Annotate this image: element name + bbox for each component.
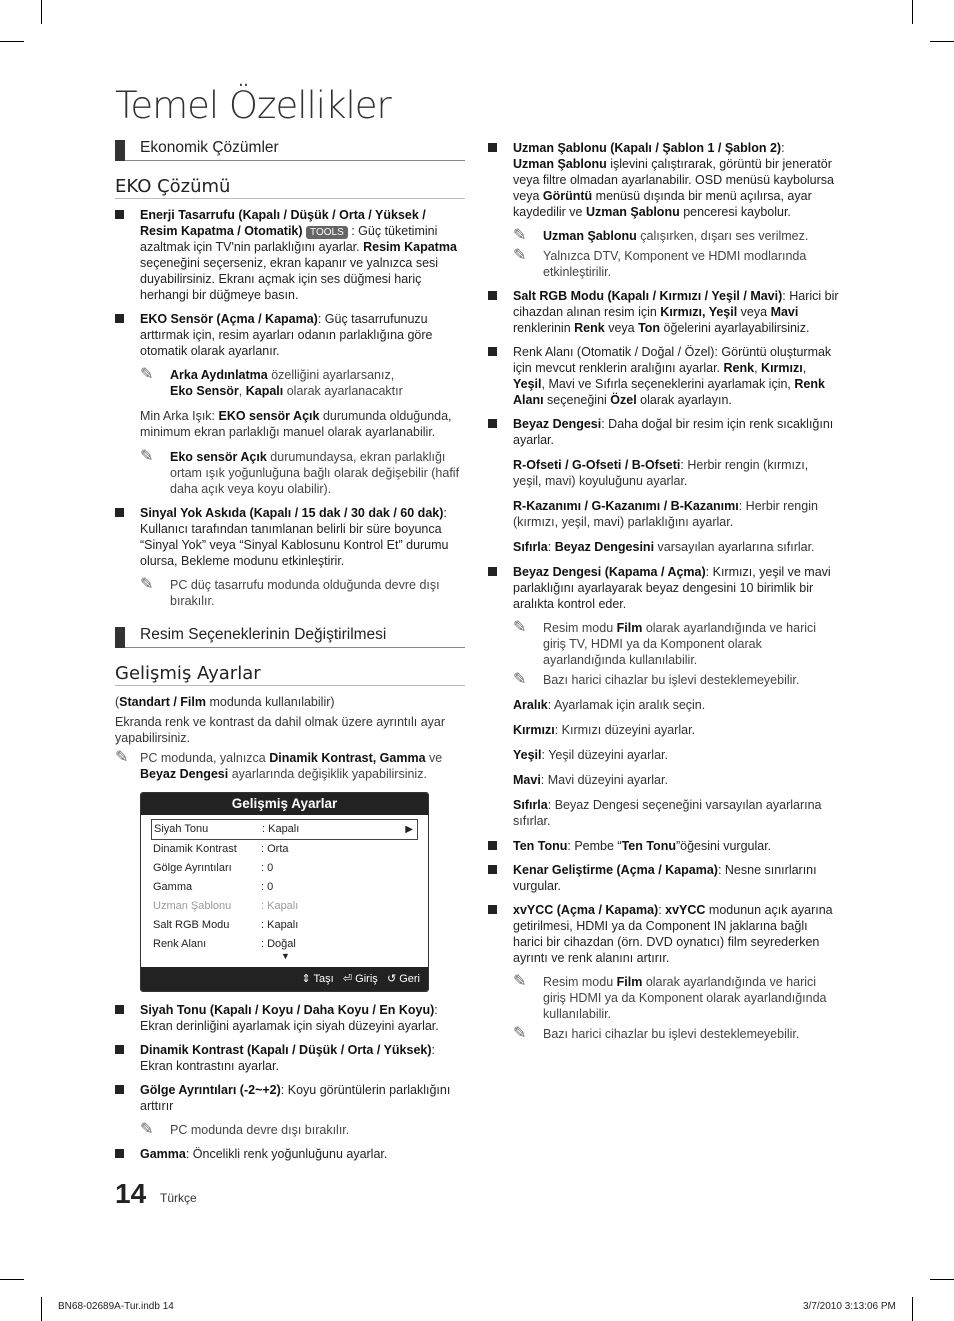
list-item-white-balance <box>488 416 840 448</box>
para-text: : Ayarlamak için aralık seçin. <box>547 698 706 712</box>
bullet-square-icon <box>115 1045 124 1054</box>
note <box>140 367 465 399</box>
note-text: Resim modu <box>543 621 617 635</box>
menu-row-shadow-detail[interactable] <box>151 859 418 878</box>
item-text: seçeneğini <box>543 393 611 407</box>
bullet-square-icon <box>488 347 497 356</box>
return-icon: ↺ <box>386 973 397 985</box>
bullet-square-icon <box>488 865 497 874</box>
menu-title: Gelişmiş Ayarlar <box>141 793 428 815</box>
list-item-no-signal <box>115 505 465 569</box>
note-pencil-icon: ✎ <box>140 448 154 465</box>
note-bold: Beyaz Dengesi <box>140 767 229 781</box>
para-green <box>513 747 840 763</box>
item-title: Beyaz Dengesi <box>513 417 602 431</box>
bullet-square-icon <box>115 1149 124 1158</box>
note-text: Bazı harici cihazlar bu işlevi desteklemeyebilir. <box>543 673 800 687</box>
item-text: : Görüntü oluşturmak için mevcut renklerin aralığını ayarlar. <box>513 345 832 375</box>
note-text: PC modunda devre dışı bırakılır. <box>170 1123 350 1137</box>
menu-label: Dinamik Kontrast <box>153 843 237 855</box>
min-backlight-paragraph <box>140 408 465 440</box>
note-bold: Kapalı <box>245 384 284 398</box>
item-title: EKO Sensör (Açma / Kapama) <box>140 312 318 326</box>
item-bold: Ton <box>638 321 661 335</box>
para-gain <box>513 498 840 530</box>
item-title: Ten Tonu <box>513 839 568 853</box>
list-item-black-tone <box>115 1002 465 1034</box>
item-text: penceresi kaybolur. <box>679 205 791 219</box>
list-item-white-balance-toggle <box>488 564 840 612</box>
advanced-settings-menu <box>140 792 429 992</box>
menu-value: : Doğal <box>261 938 296 950</box>
list-item-shadow-detail <box>115 1082 465 1114</box>
crop-mark <box>930 41 954 42</box>
item-bold: Özel <box>610 393 637 407</box>
item-title: Dinamik Kontrast (Kapalı / Düşük / Orta / Yüksek) <box>140 1043 432 1057</box>
bullet-square-icon <box>488 419 497 428</box>
menu-label: Uzman Şablonu <box>153 900 232 912</box>
list-item-gamma <box>115 1146 465 1162</box>
para-bold: Beyaz Dengesini <box>554 540 655 554</box>
para-label: Min Arka Işık <box>140 409 212 423</box>
crop-mark <box>912 1297 913 1321</box>
para-bold: R-Kazanımı / G-Kazanımı / B-Kazanımı <box>513 499 739 513</box>
item-text: : Nesne sınırlarını vurgular. <box>513 863 817 893</box>
crop-mark <box>930 1279 954 1280</box>
note-pencil-icon: ✎ <box>513 671 527 688</box>
item-title: Sinyal Yok Askıda (Kapalı / 15 dak / 30 dak / 60 dak) <box>140 506 444 520</box>
crop-mark <box>41 0 42 24</box>
crop-mark <box>41 1297 42 1321</box>
note-pencil-icon: ✎ <box>140 576 154 593</box>
text: ( <box>115 695 120 709</box>
item-text: : Koyu görüntülerin parlaklığını arttırır <box>140 1083 451 1113</box>
item-text: , Mavi ve Sıfırla seçeneklerini ayarlamak için, <box>541 377 795 391</box>
item-text: seçeneğini seçerseniz, ekran kapanır ve yalnızca sesi duyabilirsiniz. Ekranı açmak için ses düğmesi hariç herhangi bir düğmeye basın. <box>140 256 439 302</box>
para-text: : Mavi düzeyini ayarlar. <box>540 773 668 787</box>
intro-text: Ekranda renk ve kontrast da dahil olmak üzere ayrıntılı ayar yapabilirsiniz. <box>115 715 446 745</box>
bullet-square-icon <box>488 567 497 576</box>
item-title: Kenar Geliştirme (Açma / Kapama) <box>513 863 718 877</box>
list-item-xvycc <box>488 902 840 966</box>
item-bold: Mavi <box>770 305 799 319</box>
item-text: : Harici bir cihazdan alınan resim için <box>513 289 839 319</box>
language-label: Türkçe <box>160 1191 197 1205</box>
move-icon: ⇕ <box>301 973 311 985</box>
note-text: PC düç tasarrufu modunda olduğunda devre dışı bırakılır. <box>170 578 440 608</box>
list-item-expert-pattern <box>488 140 840 220</box>
item-text: : Öncelikli renk yoğunluğunu ayarlar. <box>185 1147 388 1161</box>
advanced-settings-heading: Gelişmiş Ayarlar <box>115 666 465 686</box>
item-text: : Güç tüketimini azaltmak için TV'nin parlaklığını ayarlar. <box>140 224 438 254</box>
para-text: : Yeşil düzeyini ayarlar. <box>541 748 668 762</box>
item-bold: xvYCC <box>665 903 706 917</box>
note-bold: Dinamik Kontrast, Gamma <box>269 751 426 765</box>
item-text: : Ekran derinliğini ayarlamak için siyah düzeyini ayarlar. <box>140 1003 439 1033</box>
item-bold: Ten Tonu <box>621 839 676 853</box>
note-text: özelliğini ayarlarsanız, <box>267 368 395 382</box>
bullet-square-icon <box>115 1085 124 1094</box>
item-text: , <box>754 361 762 375</box>
note-bold: Eko sensör Açık <box>170 450 267 464</box>
menu-label: Salt RGB Modu <box>153 919 230 931</box>
note <box>115 750 465 782</box>
item-text: renklerinin <box>513 321 575 335</box>
para-bold: R-Ofseti / G-Ofseti / B-Ofseti <box>513 458 681 472</box>
note-bold: Film <box>616 975 643 989</box>
file-info: BN68-02689A-Tur.indb 14 <box>58 1301 174 1312</box>
para-offset <box>513 457 840 489</box>
note <box>513 1026 840 1042</box>
note <box>513 228 840 244</box>
item-text: : Kullanıcı tarafından tanımlanan belirli bir süre boyunca “Sinyal Yok” veya “Sinyal Kablosunu Kontrol Et” durumu olursa, Bekleme modunu etkinleştirir. <box>140 506 449 568</box>
note-text: ve <box>425 751 443 765</box>
note-bold: Arka Aydınlatma <box>170 368 268 382</box>
note-pencil-icon: ✎ <box>513 1025 527 1042</box>
left-column <box>115 138 465 1170</box>
note-text: olarak ayarlandığında ve harici giriş TV, HDMI ya da Komponent olarak ayarlandığında kullanılabilir. <box>543 621 817 667</box>
item-text: : Daha doğal bir resim için renk sıcaklığını ayarlar. <box>513 417 834 447</box>
item-bold: Uzman Şablonu <box>585 205 680 219</box>
item-bold: Kırmızı <box>761 361 803 375</box>
page-number: 14 <box>115 1178 147 1209</box>
note-text: Bazı harici cihazlar bu işlevi desteklemeyebilir. <box>543 1027 800 1041</box>
section-heading-picture: Resim Seçeneklerinin Değiştirilmesi <box>115 625 465 648</box>
note-pencil-icon: ✎ <box>513 973 527 990</box>
nav-move: Taşı <box>313 973 334 985</box>
item-text: : Güç tasarrufunuzu arttırmak için, resim ayarları odanın parlaklığına göre otomatik olarak ayarlanır. <box>140 312 433 358</box>
tools-icon: TOOLS <box>306 226 348 239</box>
item-text: : Ekran kontrastını ayarlar. <box>140 1043 436 1073</box>
note-text: olarak ayarlanacaktır <box>283 384 403 398</box>
item-bold: Resim Kapatma <box>363 240 457 254</box>
bullet-square-icon <box>488 291 497 300</box>
mode-availability <box>115 694 465 710</box>
page-title: Temel Özellikler <box>115 84 391 127</box>
note-pencil-icon: ✎ <box>140 1121 154 1138</box>
para-range <box>513 697 840 713</box>
menu-value: : Orta <box>261 843 289 855</box>
item-text: veya <box>737 305 771 319</box>
item-text: : Pembe “ <box>567 839 622 853</box>
nav-back: Geri <box>399 973 420 985</box>
item-bold: Renk <box>723 361 755 375</box>
item-text: modunun açık ayarına getirilmesi, HDMI ya da Component IN jaklarına bağlı harici bir cihazdan (örn. DVD oynatıcı) film seyrederken ayrıntı ve renk alanını artırır. <box>513 903 833 965</box>
note-pencil-icon: ✎ <box>513 619 527 636</box>
para-red <box>513 722 840 738</box>
note-bold: Film <box>616 621 643 635</box>
note <box>513 248 840 280</box>
item-text: , <box>802 361 807 375</box>
menu-value: : Kapalı <box>261 919 299 931</box>
menu-label: Siyah Tonu <box>154 823 209 835</box>
menu-label: Renk Alanı <box>153 938 207 950</box>
bullet-square-icon <box>115 314 124 323</box>
item-title: Siyah Tonu (Kapalı / Koyu / Daha Koyu / En Koyu) <box>140 1003 435 1017</box>
bullet-square-icon <box>488 143 497 152</box>
note-pencil-icon: ✎ <box>115 749 129 766</box>
bullet-square-icon <box>488 841 497 850</box>
list-item-rgb-only <box>488 288 840 336</box>
note-text: ayarlarında değişiklik yapabilirsiniz. <box>228 767 427 781</box>
menu-label: Gamma <box>153 881 193 893</box>
menu-row-rgb-only[interactable] <box>151 916 418 935</box>
bullet-square-icon <box>115 210 124 219</box>
note-pencil-icon: ✎ <box>513 247 527 264</box>
para-bold: Yeşil <box>513 748 542 762</box>
bullet-square-icon <box>488 905 497 914</box>
note <box>513 672 840 688</box>
item-bold: Yeşil <box>513 377 542 391</box>
para-bold: Sıfırla <box>513 798 548 812</box>
crop-mark <box>912 0 913 24</box>
menu-value: : Kapalı <box>262 823 300 835</box>
menu-row-dynamic-contrast[interactable] <box>151 840 418 859</box>
menu-nav-bar <box>141 967 428 991</box>
menu-row-black-tone[interactable] <box>151 819 418 840</box>
list-item-dynamic-contrast <box>115 1042 465 1074</box>
list-item-eco-sensor <box>115 311 465 359</box>
item-bold: Uzman Şablonu <box>513 157 607 171</box>
note-text: durumundaysa, ekran parlaklığı ortam ışık yoğunluğuna bağlı olarak değişebilir (hafif daha açık veya koyu olabilir). <box>170 450 460 496</box>
menu-row-expert-pattern <box>151 897 418 916</box>
item-text: : <box>658 903 666 917</box>
enter-icon: ⏎ <box>342 973 353 985</box>
menu-value: : 0 <box>261 862 274 874</box>
item-text: : <box>781 141 785 155</box>
para-blue <box>513 772 840 788</box>
scroll-down-icon[interactable]: ▼ <box>281 951 290 961</box>
crop-mark <box>0 1279 24 1280</box>
para-text: : <box>547 540 555 554</box>
bold: Standart / Film <box>119 695 206 709</box>
item-text: işlevini çalıştırarak, görüntü bir jeneratör veya filtre olmadan ayarlanabilir. OSD menüsü kaybolursa veya <box>513 157 834 203</box>
para-bold: Aralık <box>513 698 548 712</box>
list-item-color-space <box>488 344 840 408</box>
note-pencil-icon: ✎ <box>140 366 154 383</box>
para-text: : Kırmızı düzeyini ayarlar. <box>554 723 696 737</box>
crop-mark <box>0 41 24 42</box>
right-column <box>488 138 840 1046</box>
item-title: Enerji Tasarrufu (Kapalı / Düşük / Orta / Yüksek / Resim Kapatma / Otomatik) <box>140 208 426 238</box>
para-reset <box>513 539 840 555</box>
note-pencil-icon: ✎ <box>513 227 527 244</box>
list-item-skin-tone <box>488 838 840 854</box>
para-reset-wb <box>513 797 840 829</box>
item-text: : Kırmızı, yeşil ve mavi parlaklığını ayarlayarak beyaz dengesini 10 birimlik bir aralıkta kontrol eder. <box>513 565 831 611</box>
print-date: 3/7/2010 3:13:06 PM <box>803 1301 896 1312</box>
item-bold: Renk <box>574 321 605 335</box>
para-bold: Mavi <box>513 773 541 787</box>
list-item-energy-saving <box>115 207 465 303</box>
item-title: Gamma <box>140 1147 186 1161</box>
note-text: PC modunda, yalnızca <box>140 751 270 765</box>
list-item-edge-enhancement <box>488 862 840 894</box>
note-text: olarak ayarlandığında ve harici giriş HDMI ya da Komponent olarak ayarlandığında kullanılabilir. <box>543 975 827 1021</box>
arrow-right-icon: ▶ <box>405 824 413 835</box>
bullet-square-icon <box>115 508 124 517</box>
item-bold: Renk Alanı <box>513 377 825 407</box>
para-bold: Kırmızı <box>513 723 555 737</box>
menu-value: : 0 <box>261 881 274 893</box>
note-bold: Uzman Şablonu <box>543 229 637 243</box>
note <box>140 1122 465 1138</box>
para-text: : Herbir rengin (kırmızı, yeşil, mavi) koyuluğunu ayarlar. <box>513 458 809 488</box>
item-title: Beyaz Dengesi (Kapama / Açma) <box>513 565 706 579</box>
para-bold: Sıfırla <box>513 540 548 554</box>
para-text: : Herbir rengin (kırmızı, yeşil, mavi) parlaklığını ayarlar. <box>513 499 818 529</box>
bullet-square-icon <box>115 1005 124 1014</box>
item-text: ”öğesini vurgular. <box>675 839 772 853</box>
item-title: xvYCC (Açma / Kapama) <box>513 903 659 917</box>
note-bold: Eko Sensör <box>170 384 239 398</box>
item-title: Uzman Şablonu (Kapalı / Şablon 1 / Şablon 2) <box>513 141 782 155</box>
menu-value: : Kapalı <box>261 900 299 912</box>
item-text: olarak ayarlayın. <box>636 393 732 407</box>
item-title: Salt RGB Modu (Kapalı / Kırmızı / Yeşil / Mavi) <box>513 289 783 303</box>
para-text: : <box>211 409 219 423</box>
para-text: varsayılan ayarlarına sıfırlar. <box>654 540 815 554</box>
para-bold: EKO sensör Açık <box>218 409 320 423</box>
item-title: Gölge Ayrıntıları (-2~+2) <box>140 1083 281 1097</box>
note-text: Resim modu <box>543 975 617 989</box>
item-bold: Kırmızı, Yeşil <box>660 305 738 319</box>
item-text: menüsü dışında bir menü açılırsa, ayar kaydedilir ve <box>513 189 812 219</box>
menu-label: Gölge Ayrıntıları <box>153 862 232 874</box>
note-text: Yalnızca DTV, Komponent ve HDMI modlarında etkinleştirilir. <box>543 249 807 279</box>
nav-enter: Giriş <box>355 973 378 985</box>
item-bold: Görüntü <box>542 189 593 203</box>
item-text: öğelerini ayarlayabilirsiniz. <box>660 321 810 335</box>
note <box>140 449 465 497</box>
note <box>513 974 840 1022</box>
para-text: : Beyaz Dengesi seçeneğini varsayılan ayarlarına sıfırlar. <box>513 798 822 828</box>
note <box>513 620 840 668</box>
note <box>140 577 465 609</box>
item-title: Renk Alanı (Otomatik / Doğal / Özel) <box>513 345 715 359</box>
note-text: , <box>238 384 246 398</box>
text: modunda kullanılabilir) <box>206 695 335 709</box>
eko-heading: EKO Çözümü <box>115 179 465 199</box>
item-text: veya <box>604 321 639 335</box>
note-text: çalışırken, dışarı ses verilmez. <box>636 229 809 243</box>
section-heading-economic: Ekonomik Çözümler <box>115 138 465 161</box>
para-text: durumunda olduğunda, minimum ekran parlaklığı manuel olarak ayarlanabilir. <box>140 409 452 439</box>
menu-row-gamma[interactable] <box>151 878 418 897</box>
